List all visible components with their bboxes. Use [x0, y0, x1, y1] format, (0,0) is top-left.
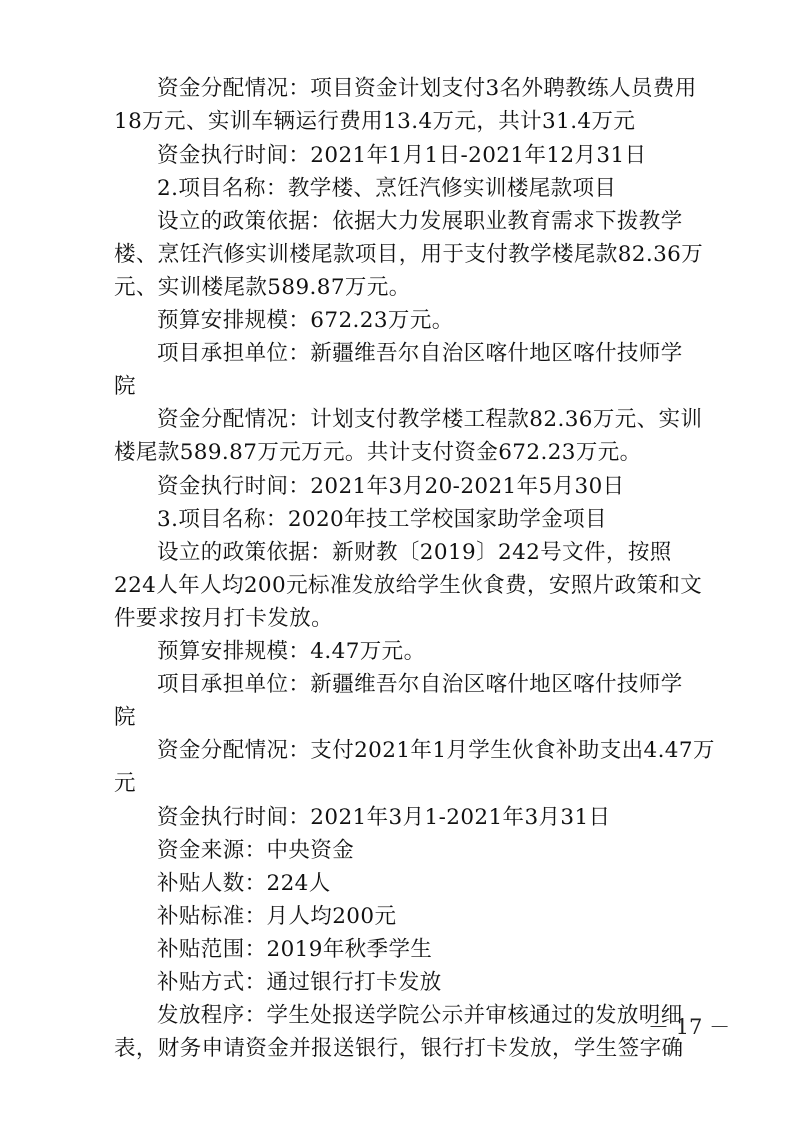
paragraph-line: 补贴人数：224人	[157, 871, 331, 896]
paragraph-line: 项目承担单位：新疆维吾尔自治区喀什地区喀什技师学	[157, 341, 683, 366]
section-heading: 3.项目名称：2020年技工学校国家助学金项目	[157, 507, 607, 532]
paragraph-line: 预算安排规模：4.47万元。	[157, 639, 426, 664]
paragraph-line: 件要求按月打卡发放。	[114, 606, 334, 631]
page-number: － 17 －	[648, 1015, 731, 1039]
paragraph-line: 预算安排规模：672.23万元。	[157, 308, 454, 333]
paragraph-line: 18万元、实训车辆运行费用13.4万元，共计31.4万元	[114, 109, 636, 134]
paragraph-line: 元	[114, 771, 136, 796]
paragraph-line: 表，财务申请资金并报送银行，银行打卡发放，学生签字确	[114, 1036, 684, 1061]
paragraph-line: 资金分配情况：项目资金计划支付3名外聘教练人员费用	[157, 76, 697, 101]
paragraph-line: 资金执行时间：2021年1月1日-2021年12月31日	[157, 143, 647, 168]
section-heading: 2.项目名称：教学楼、烹饪汽修实训楼尾款项目	[157, 176, 617, 201]
paragraph-line: 补贴标准：月人均200元	[157, 904, 397, 929]
paragraph-line: 资金分配情况：计划支付教学楼工程款82.36万元、实训	[157, 407, 703, 432]
paragraph-line: 院	[114, 705, 136, 730]
paragraph-line: 补贴范围：2019年秋季学生	[157, 937, 433, 962]
paragraph-line: 资金执行时间：2021年3月20-2021年5月30日	[157, 474, 625, 499]
paragraph-line: 224人年人均200元标准发放给学生伙食费，安照片政策和文	[114, 573, 703, 598]
paragraph-line: 院	[114, 374, 136, 399]
paragraph-line: 楼尾款589.87万元万元。共计支付资金672.23万元。	[114, 440, 642, 465]
paragraph-line: 设立的政策依据：新财教〔2019〕242号文件，按照	[157, 540, 672, 565]
paragraph-line: 楼、烹饪汽修实训楼尾款项目，用于支付教学楼尾款82.36万	[114, 242, 704, 267]
paragraph-line: 补贴方式：通过银行打卡发放	[157, 970, 442, 995]
paragraph-line: 资金执行时间：2021年3月1-2021年3月31日	[157, 805, 611, 830]
paragraph-line: 项目承担单位：新疆维吾尔自治区喀什地区喀什技师学	[157, 672, 683, 697]
paragraph-line: 资金来源：中央资金	[157, 838, 355, 863]
paragraph-line: 元、实训楼尾款589.87万元。	[114, 275, 411, 300]
paragraph-line: 发放程序：学生处报送学院公示并审核通过的发放明细	[157, 1003, 683, 1028]
paragraph-line: 资金分配情况：支付2021年1月学生伙食补助支出4.47万	[157, 738, 715, 763]
paragraph-line: 设立的政策依据：依据大力发展职业教育需求下拨教学	[157, 209, 683, 234]
